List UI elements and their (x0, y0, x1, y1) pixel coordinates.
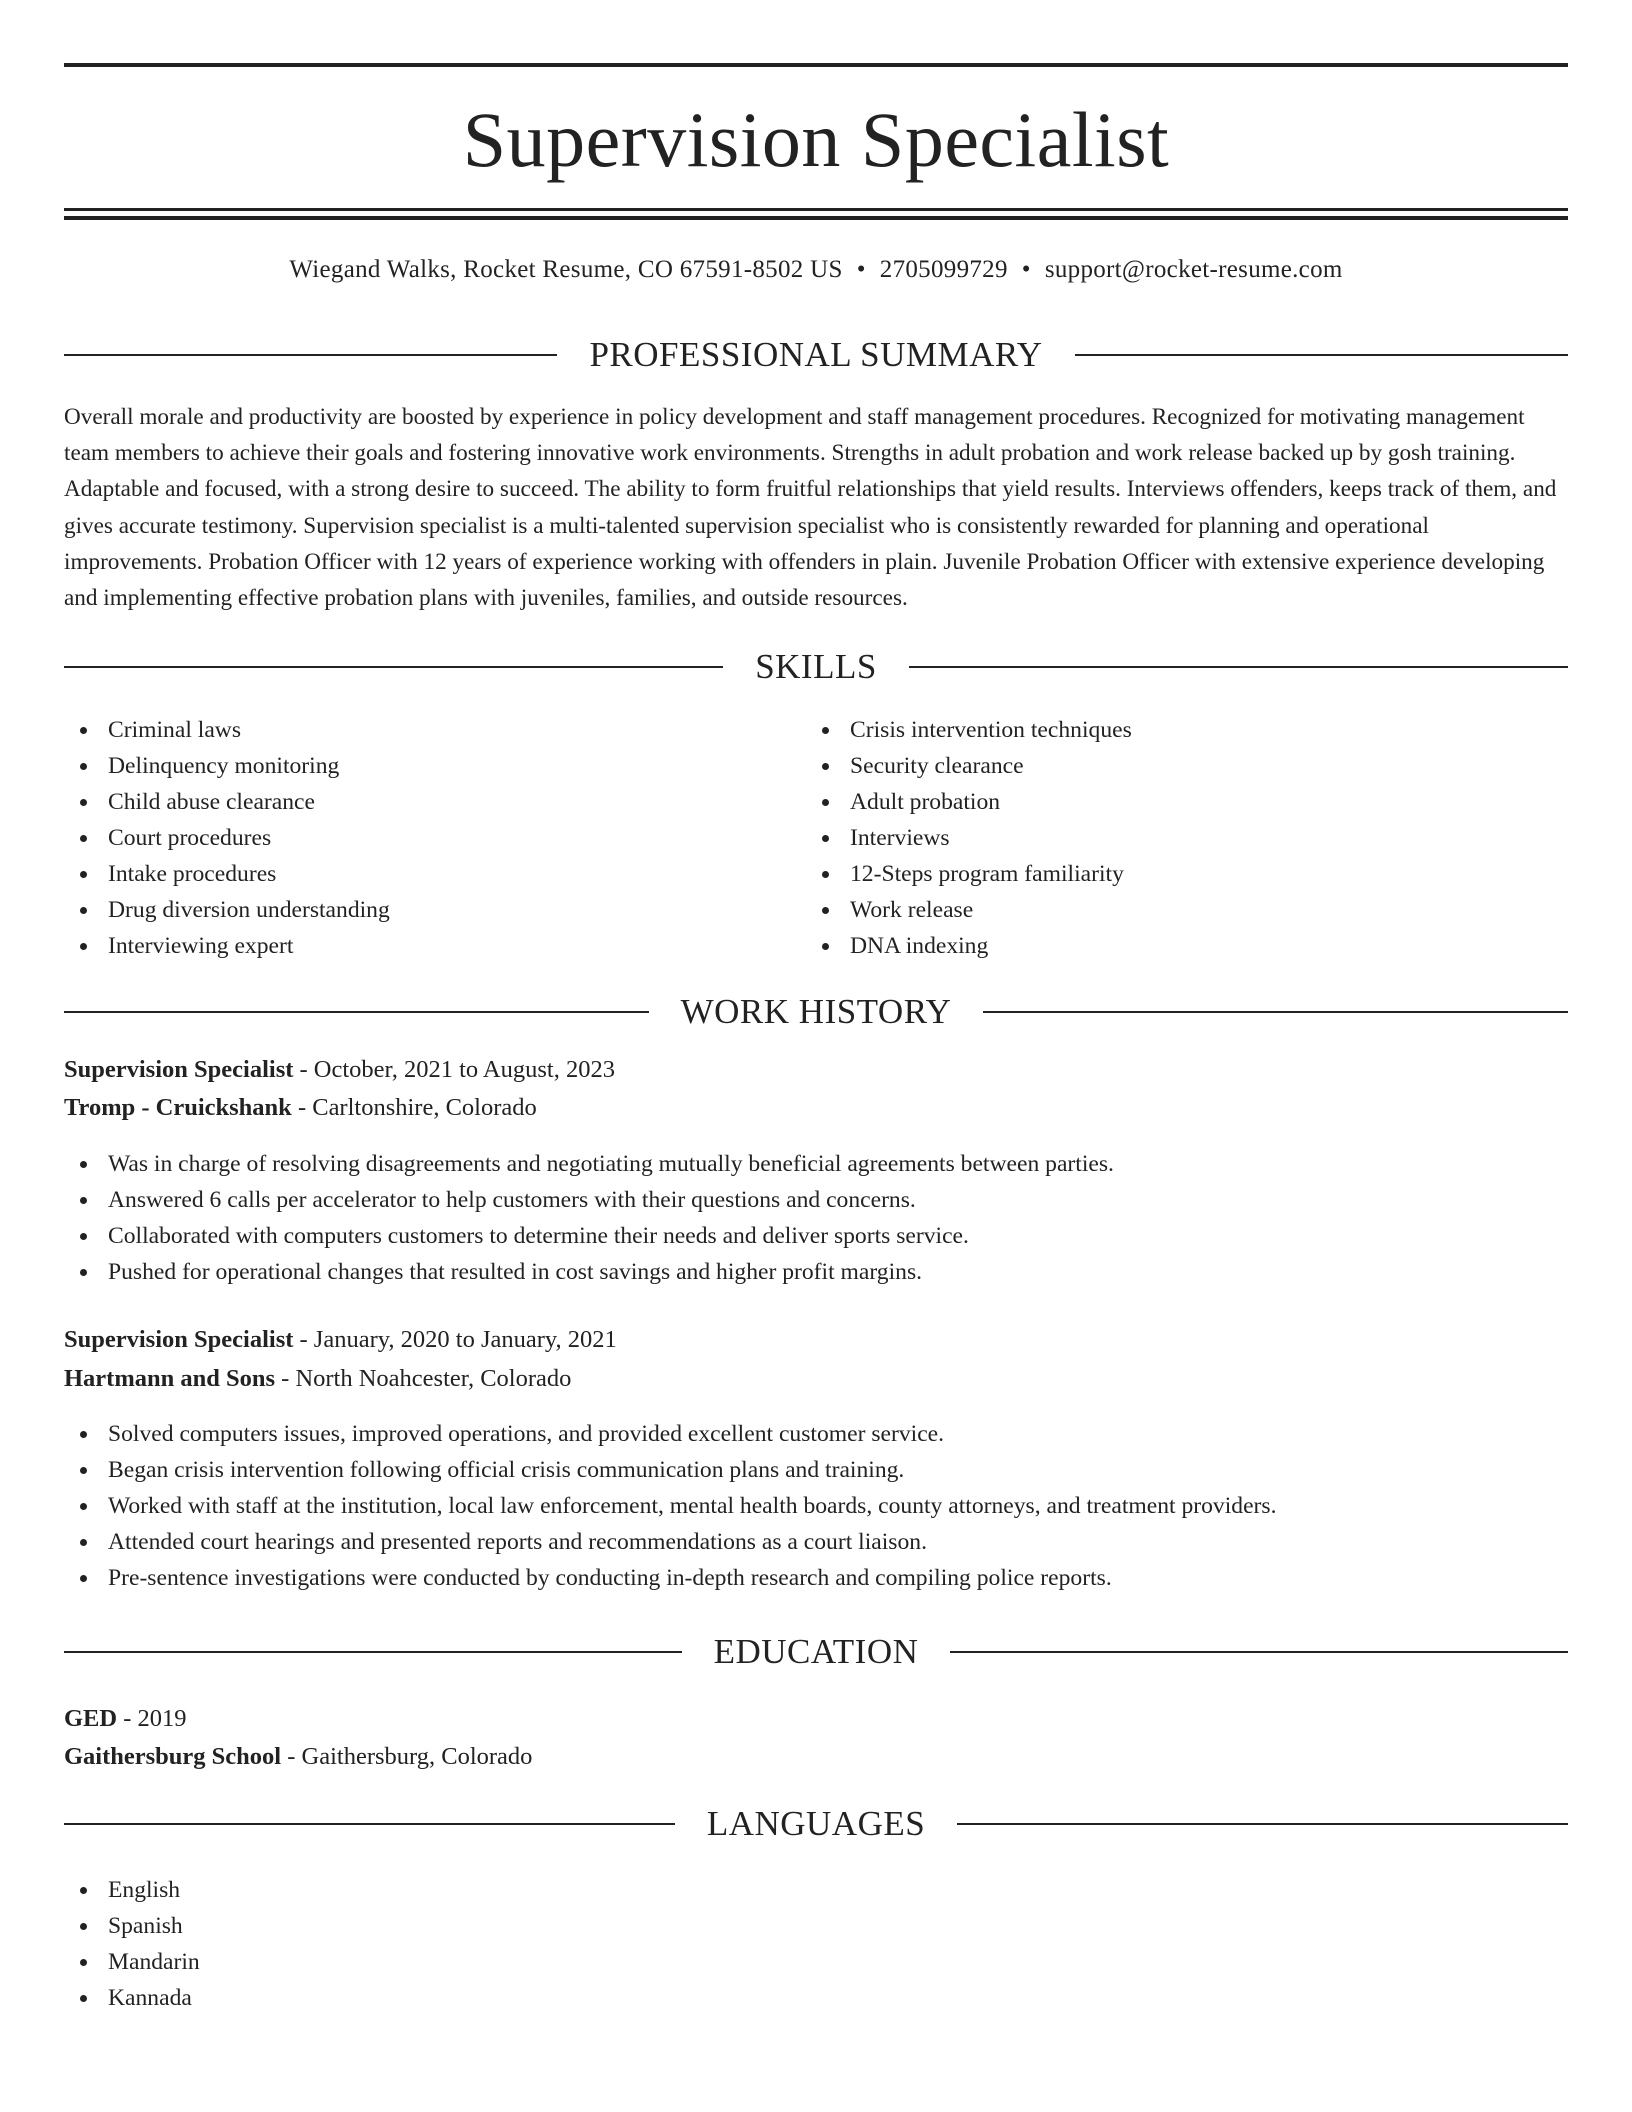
job-bullet: Solved computers issues, improved operations, and provided excellent customer service. (64, 1416, 1277, 1452)
job-bullet: Attended court hearings and presented reports and recommendations as a court liaison. (64, 1524, 1277, 1560)
skill-item: Adult probation (806, 784, 1132, 820)
job-bullets (64, 1416, 1277, 1596)
contact-line (64, 253, 1568, 287)
education-school: Gaithersburg School (64, 1743, 282, 1770)
skill-item: Child abuse clearance (64, 784, 390, 820)
job-bullet: Was in charge of resolving disagreements and negotiating mutually beneficial agreements between parties. (64, 1146, 1114, 1182)
languages-section-header (64, 1802, 1568, 1846)
languages-list (64, 1872, 200, 2016)
work-history-section-header (64, 990, 1568, 1034)
contact-phone: 2705099729 (879, 256, 1008, 283)
education-degree: GED (64, 1705, 118, 1732)
skills-section-title: SKILLS (755, 647, 877, 686)
education-section-title: EDUCATION (713, 1632, 919, 1671)
skill-item: 12-Steps program familiarity (806, 856, 1132, 892)
job-bullet: Collaborated with computers customers to determine their needs and deliver sports service. (64, 1218, 1114, 1254)
contact-separator: • (1021, 256, 1031, 283)
language-item: Spanish (64, 1908, 200, 1944)
education-degree-line (64, 1702, 187, 1736)
skills-list-left (64, 712, 390, 964)
job-title: Supervision Specialist (64, 1056, 294, 1083)
contact-address: Wiegand Walks, Rocket Resume, CO 67591-8502 US (289, 256, 843, 283)
job-bullet: Began crisis intervention following official crisis communication plans and training. (64, 1452, 1277, 1488)
language-item: English (64, 1872, 200, 1908)
education-year: - 2019 (117, 1705, 187, 1732)
job-title: Supervision Specialist (64, 1326, 294, 1353)
job-title-line (64, 1323, 617, 1357)
contact-email: support@rocket-resume.com (1044, 256, 1343, 283)
job-title-line (64, 1053, 615, 1087)
job-company: Tromp - Cruickshank (64, 1094, 292, 1121)
skill-item: Drug diversion understanding (64, 892, 390, 928)
job-bullet: Pre-sentence investigations were conducted by conducting in-depth research and compiling police reports. (64, 1560, 1277, 1596)
language-item: Mandarin (64, 1944, 200, 1980)
skill-item: Interviewing expert (64, 928, 390, 964)
skill-item: Intake procedures (64, 856, 390, 892)
job-bullet: Pushed for operational changes that resulted in cost savings and higher profit margins. (64, 1254, 1114, 1290)
skills-section-header (64, 645, 1568, 689)
skill-item: Criminal laws (64, 712, 390, 748)
job-bullets (64, 1146, 1114, 1290)
education-location: - Gaithersburg, Colorado (281, 1743, 533, 1770)
skill-item: Security clearance (806, 748, 1132, 784)
job-bullet: Worked with staff at the institution, local law enforcement, mental health boards, county attorneys, and treatment providers. (64, 1488, 1277, 1524)
header-top-rule (64, 63, 1568, 67)
job-dates: - January, 2020 to January, 2021 (293, 1326, 617, 1353)
header-double-rule (64, 208, 1568, 220)
job-dates: - October, 2021 to August, 2023 (293, 1056, 615, 1083)
skill-item: Delinquency monitoring (64, 748, 390, 784)
job-bullet: Answered 6 calls per accelerator to help customers with their questions and concerns. (64, 1182, 1114, 1218)
work-history-section-title: WORK HISTORY (680, 992, 952, 1031)
job-company: Hartmann and Sons (64, 1365, 276, 1392)
skill-item: Work release (806, 892, 1132, 928)
job-location: - Carltonshire, Colorado (291, 1094, 537, 1121)
professional-summary-text: Overall morale and productivity are boosted by experience in policy development and staff management procedures. Recognized for motivating management team members to achieve their goals and fostering innovative work environments. Strengths in adult probation and work release backed up by gosh training. Adaptable and focused, with a strong desire to succeed. The ability to form fruitful relationships that yield results. Interviews offenders, keeps track of them, and gives accurate testimony. Supervision specialist is a multi-talented supervision specialist who is consistently rewarded for planning and operational improvements. Probation Officer with 12 years of experience working with offenders in plain. Juvenile Probation Officer with extensive experience developing and implementing effective probation plans with juveniles, families, and outside resources. (64, 404, 1557, 612)
job-company-line (64, 1091, 537, 1125)
language-item: Kannada (64, 1980, 200, 2016)
education-section-header (64, 1630, 1568, 1674)
job-location: - North Noahcester, Colorado (275, 1365, 572, 1392)
education-school-line (64, 1740, 532, 1774)
job-company-line (64, 1362, 571, 1396)
languages-section-title: LANGUAGES (706, 1804, 926, 1843)
skills-list-right (806, 712, 1132, 964)
skill-item: Court procedures (64, 820, 390, 856)
summary-section-title: PROFESSIONAL SUMMARY (589, 335, 1043, 374)
skill-item: Interviews (806, 820, 1132, 856)
skill-item: Crisis intervention techniques (806, 712, 1132, 748)
contact-separator: • (856, 256, 866, 283)
skill-item: DNA indexing (806, 928, 1132, 964)
summary-section-header (64, 333, 1568, 377)
candidate-name: Supervision Specialist (462, 96, 1170, 183)
